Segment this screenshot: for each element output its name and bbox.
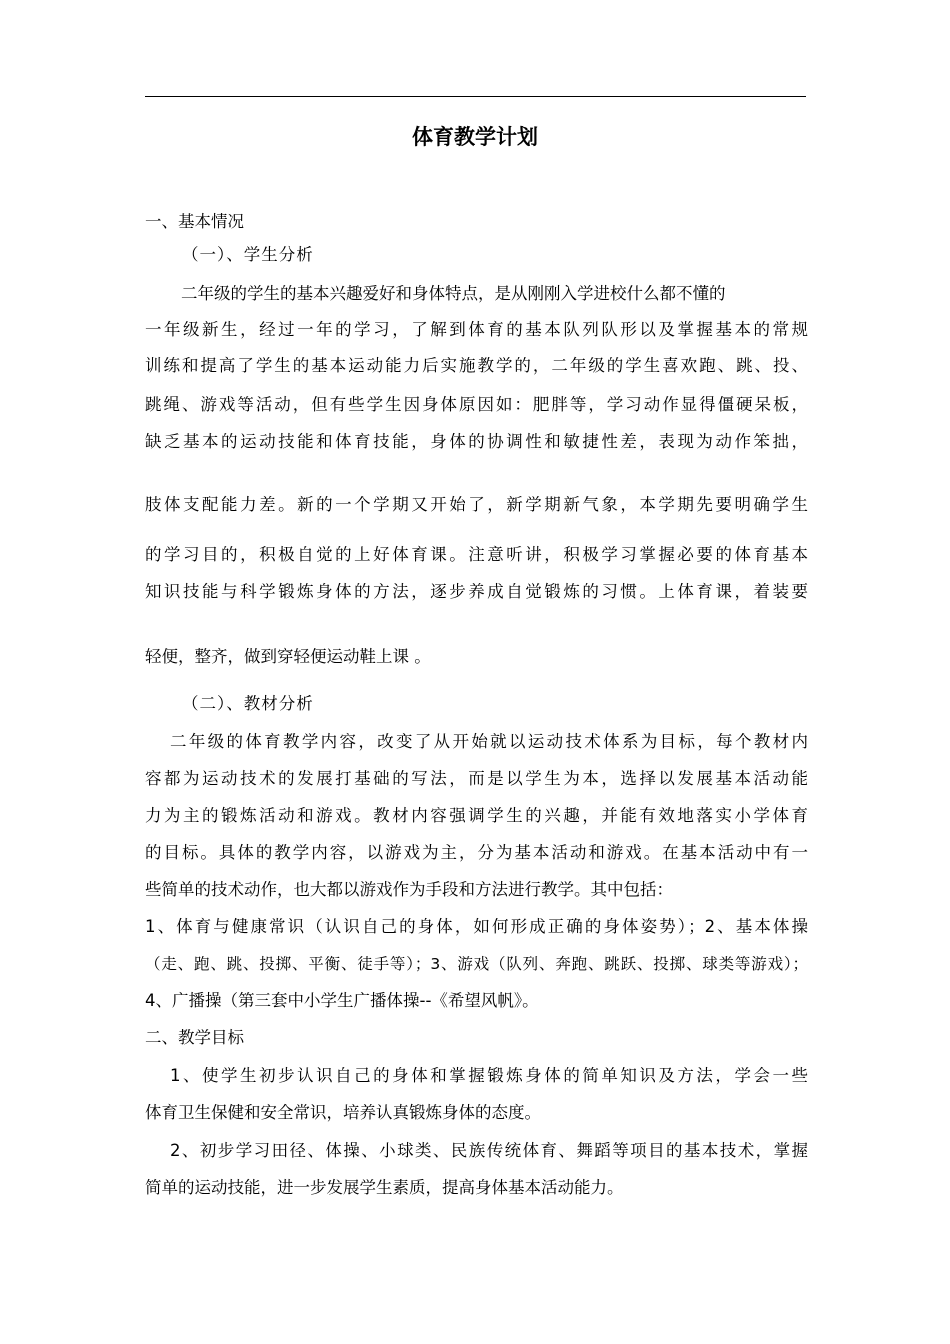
paragraph-line: 肢体支配能力差。新的一个学期又开始了，新学期新气象，本学期先要明确学生 [145,495,808,514]
paragraph-line: （走、跑、跳、投掷、平衡、徒手等）；3、游戏（队列、奔跑、跳跃、投掷、球类等游戏）； [145,955,808,973]
paragraph-line: 4、广播操（第三套中小学生广播体操--《希望风帆》。 [145,991,539,1010]
paragraph-line: 的学习目的，积极自觉的上好体育课。注意听讲，积极学习掌握必要的体育基本 [145,545,808,564]
paragraph-line: 知识技能与科学锻炼身体的方法，逐步养成自觉锻炼的习惯。上体育课，着装要 [145,582,808,601]
section-heading-teaching-goals: 二、教学目标 [145,1028,244,1047]
subsection-heading-material-analysis: （二）、教材分析 [182,694,314,713]
paragraph-line: 缺乏基本的运动技能和体育技能，身体的协调性和敏捷性差，表现为动作笨拙， [145,432,808,451]
paragraph-line: 一年级新生，经过一年的学习，了解到体育的基本队列队形以及掌握基本的常规 [145,320,808,339]
document-title: 体育教学计划 [412,125,538,149]
top-rule [145,96,806,97]
paragraph-line: 二年级的体育教学内容，改变了从开始就以运动技术体系为目标，每个教材内 [170,732,808,751]
goal-line: 简单的运动技能，进一步发展学生素质，提高身体基本活动能力。 [145,1178,624,1197]
section-heading-basic-situation: 一、基本情况 [145,212,244,231]
paragraph-line: 容都为运动技术的发展打基础的写法，而是以学生为本，选择以发展基本活动能 [145,769,808,788]
paragraph-line: 1、体育与健康常识（认识自己的身体，如何形成正确的身体姿势）；2、基本体操 [145,917,808,936]
paragraph-line: 训练和提高了学生的基本运动能力后实施教学的，二年级的学生喜欢跑、跳、投、 [145,356,808,375]
paragraph-line: 力为主的锻炼活动和游戏。教材内容强调学生的兴趣，并能有效地落实小学体育 [145,806,808,825]
paragraph-line: 轻便，整齐，做到穿轻便运动鞋上课 。 [145,647,431,666]
goal-line: 1、使学生初步认识自己的身体和掌握锻炼身体的简单知识及方法，学会一些 [170,1066,808,1085]
goal-line: 体育卫生保健和安全常识，培养认真锻炼身体的态度。 [145,1103,541,1122]
goal-line: 2、初步学习田径、体操、小球类、民族传统体育、舞蹈等项目的基本技术，掌握 [170,1141,808,1160]
paragraph-line: 些简单的技术动作，也大都以游戏作为手段和方法进行教学。其中包括： [145,880,673,899]
paragraph-line: 二年级的学生的基本兴趣爱好和身体特点，是从刚刚入学进校什么都不懂的 [181,284,726,303]
paragraph-line: 跳绳、游戏等活动，但有些学生因身体原因如：肥胖等，学习动作显得僵硬呆板， [145,395,808,414]
paragraph-line: 的目标。具体的教学内容，以游戏为主，分为基本活动和游戏。在基本活动中有一 [145,843,808,862]
subsection-heading-student-analysis: （一）、学生分析 [182,245,314,264]
